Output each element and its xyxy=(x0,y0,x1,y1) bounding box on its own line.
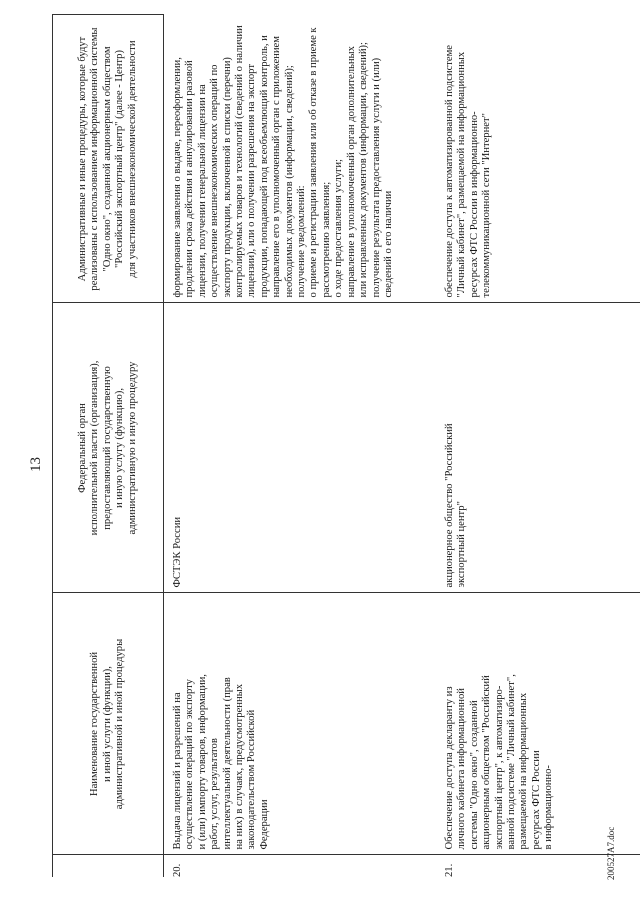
procedures-text xyxy=(430,15,640,303)
service-name: Обеспечение доступа декларанту из личного кабинета информационной системы "Одно окно", созданной акционерным обществом "Российский экспортный центр", к автоматизиро- ванной подсистеме "Личный кабинет", размещаемой на информационных ресурсах ФТС России в информационно- xyxy=(430,593,640,855)
procedure-line: "Личный кабинет", размещаемой на информационных xyxy=(456,51,468,298)
procedure-line: обеспечение доступа к автоматизированной подсистеме xyxy=(444,44,455,298)
header-number xyxy=(53,855,164,877)
procedure-line: рассмотрению заявления; xyxy=(320,181,332,298)
procedure-line: формирование заявления о выдаче, переоформлении, xyxy=(172,57,183,298)
authority-name: акционерное общество "Российский экспортный центр" xyxy=(430,303,640,593)
authority-name: ФСТЭК России xyxy=(164,303,431,593)
service-name: Выдача лицензий и разрешений на осуществление операций по экспорту и (или) импорту товаров, информации, работ, услуг, результатов интеллектуальной деятельности (прав на них) в случаях, предусмотренных законодательством Российской Федерации xyxy=(164,593,431,855)
procedure-line: или исправленных документов (информации, сведений); xyxy=(358,42,370,298)
row-number: 21. xyxy=(444,863,455,877)
procedure-line: ресурсах ФТС России в информационно- xyxy=(468,111,480,298)
table-row xyxy=(430,15,640,877)
procedure-line: контролируемых товаров и технологий (сведений о наличии xyxy=(234,25,246,298)
page-number: 13 xyxy=(28,457,44,472)
procedure-line: лицензии, получении генеральной лицензии на xyxy=(196,84,208,298)
procedure-line: экспорту продукции, включенной в списки (перечни) xyxy=(221,57,233,298)
procedure-line: сведений о его наличии xyxy=(382,190,394,298)
procedure-line: осуществление внешнеэкономических операций по xyxy=(209,64,221,298)
procedure-line: необходимых документов (информации, сведений); xyxy=(283,65,295,298)
header-authority: Федеральный орган исполнительной власти (организация), предоставляющий государственную и иную услугу (функцию), административную и иную процедуру xyxy=(53,303,164,593)
header-service-name: Наименование государственной и иной услуги (функции), административной и иной процедуры xyxy=(53,593,164,855)
procedure-line: продукции, попадающей под всеобъемлющий контроль, и xyxy=(258,35,270,298)
procedure-line: получение уведомлений: xyxy=(296,185,308,298)
table-row xyxy=(164,15,431,877)
procedures-text xyxy=(164,15,431,303)
header-procedures: Административные и иные процедуры, которые будут реализованы с использованием информационной системы "Одно окно", созданной акционерным обществом "Российский экспортный центр" (далее - Центр) для участников внешнеэкономической деятельности xyxy=(53,15,164,303)
procedure-line: о приеме и регистрации заявления или об отказе в приеме к xyxy=(308,27,320,298)
procedure-line: лицензии), или о получении разрешения на экспорт xyxy=(246,64,258,298)
procedure-line: получение результата предоставления услуги и (или) xyxy=(370,57,382,298)
services-table xyxy=(52,15,640,878)
procedure-line: о ходе предоставления услуги; xyxy=(333,159,345,298)
document-code: 200527А7.doc xyxy=(606,826,616,880)
table-header-row xyxy=(53,15,164,877)
procedure-line: продлении срока действия и аннулировании разовой xyxy=(184,60,196,298)
procedure-line: телекоммуникационной сети "Интернет" xyxy=(481,113,493,298)
row-number: 20. xyxy=(172,863,183,877)
procedure-line: направление в уполномоченный орган дополнительных xyxy=(345,46,357,298)
procedure-line: направление его в уполномоченный орган с приложением xyxy=(271,36,283,298)
